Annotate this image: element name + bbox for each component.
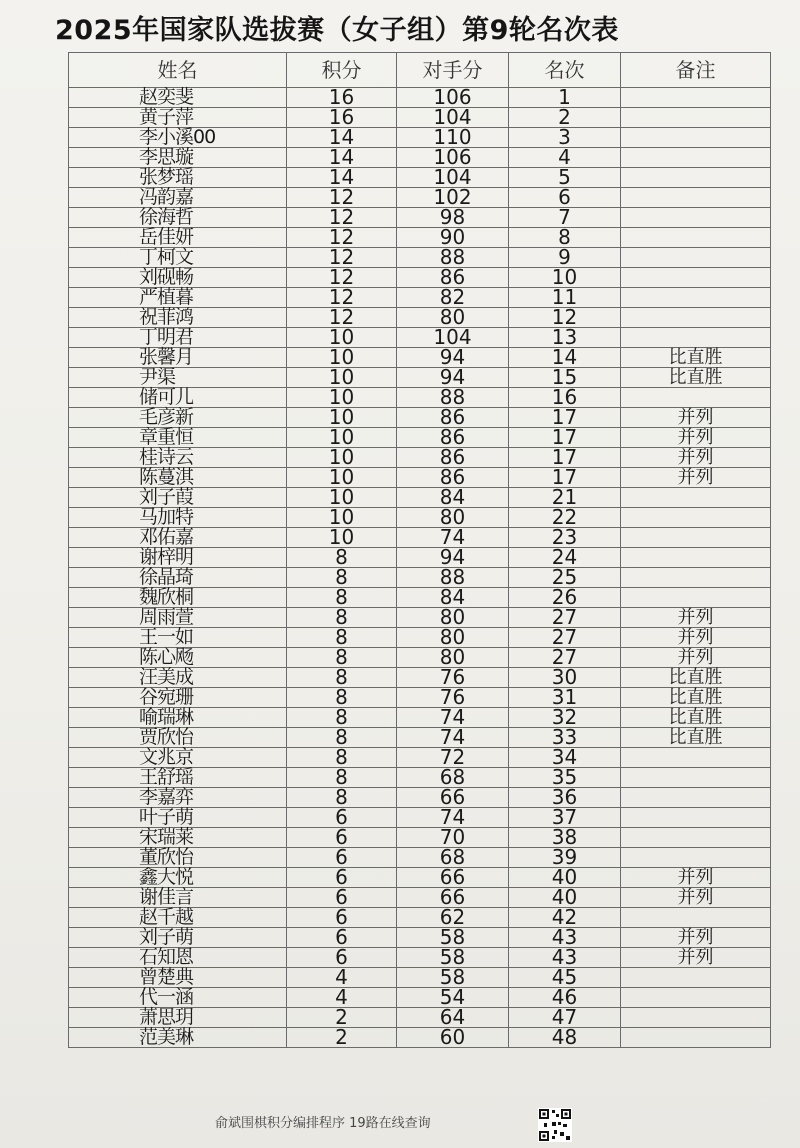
cell-rank: 35 bbox=[509, 768, 621, 788]
cell-name: 代一涵 bbox=[69, 988, 287, 1008]
cell-score: 6 bbox=[287, 908, 397, 928]
table-row bbox=[69, 328, 771, 348]
cell-note bbox=[621, 848, 771, 868]
cell-note bbox=[621, 1008, 771, 1028]
table-row bbox=[69, 528, 771, 548]
table-row bbox=[69, 728, 771, 748]
cell-score: 8 bbox=[287, 588, 397, 608]
cell-note: 并列 bbox=[621, 608, 771, 628]
cell-rank: 8 bbox=[509, 228, 621, 248]
cell-score: 12 bbox=[287, 248, 397, 268]
cell-score: 6 bbox=[287, 828, 397, 848]
cell-score: 4 bbox=[287, 988, 397, 1008]
cell-opponent-score: 58 bbox=[397, 968, 509, 988]
cell-name: 祝菲鸿 bbox=[69, 308, 287, 328]
cell-opponent-score: 64 bbox=[397, 1008, 509, 1028]
cell-score: 12 bbox=[287, 288, 397, 308]
table-row bbox=[69, 688, 771, 708]
cell-name: 严植暮 bbox=[69, 288, 287, 308]
cell-name: 魏欣桐 bbox=[69, 588, 287, 608]
cell-name: 张馨月 bbox=[69, 348, 287, 368]
table-row bbox=[69, 268, 771, 288]
cell-name: 王舒瑶 bbox=[69, 768, 287, 788]
table-row bbox=[69, 608, 771, 628]
cell-name: 赵奕斐 bbox=[69, 88, 287, 108]
cell-note: 比直胜 bbox=[621, 348, 771, 368]
table-row bbox=[69, 888, 771, 908]
cell-rank: 12 bbox=[509, 308, 621, 328]
cell-name: 文兆京 bbox=[69, 748, 287, 768]
cell-score: 10 bbox=[287, 528, 397, 548]
cell-name: 陈心飏 bbox=[69, 648, 287, 668]
cell-rank: 45 bbox=[509, 968, 621, 988]
cell-note bbox=[621, 568, 771, 588]
cell-note bbox=[621, 108, 771, 128]
cell-score: 8 bbox=[287, 608, 397, 628]
cell-name: 谷宛珊 bbox=[69, 688, 287, 708]
cell-score: 2 bbox=[287, 1008, 397, 1028]
cell-rank: 33 bbox=[509, 728, 621, 748]
cell-name: 岳佳妍 bbox=[69, 228, 287, 248]
table-row bbox=[69, 828, 771, 848]
cell-opponent-score: 62 bbox=[397, 908, 509, 928]
cell-rank: 13 bbox=[509, 328, 621, 348]
cell-name: 丁明君 bbox=[69, 328, 287, 348]
table-row bbox=[69, 388, 771, 408]
cell-opponent-score: 80 bbox=[397, 648, 509, 668]
cell-rank: 16 bbox=[509, 388, 621, 408]
table-row bbox=[69, 648, 771, 668]
cell-opponent-score: 88 bbox=[397, 568, 509, 588]
cell-opponent-score: 88 bbox=[397, 388, 509, 408]
cell-name: 赵千越 bbox=[69, 908, 287, 928]
cell-opponent-score: 98 bbox=[397, 208, 509, 228]
table-row bbox=[69, 908, 771, 928]
table-row bbox=[69, 568, 771, 588]
table-row bbox=[69, 168, 771, 188]
cell-opponent-score: 80 bbox=[397, 308, 509, 328]
cell-rank: 7 bbox=[509, 208, 621, 228]
cell-name: 李小溪00 bbox=[69, 128, 287, 148]
cell-rank: 15 bbox=[509, 368, 621, 388]
table-row bbox=[69, 348, 771, 368]
table-row bbox=[69, 948, 771, 968]
footer-text: 俞斌围棋积分编排程序 19路在线查询 bbox=[215, 1116, 431, 1131]
cell-opponent-score: 86 bbox=[397, 408, 509, 428]
cell-note bbox=[621, 988, 771, 1008]
cell-rank: 27 bbox=[509, 628, 621, 648]
cell-score: 10 bbox=[287, 448, 397, 468]
cell-rank: 17 bbox=[509, 408, 621, 428]
cell-rank: 10 bbox=[509, 268, 621, 288]
cell-rank: 3 bbox=[509, 128, 621, 148]
cell-opponent-score: 80 bbox=[397, 508, 509, 528]
table-row bbox=[69, 408, 771, 428]
cell-note: 并列 bbox=[621, 428, 771, 448]
cell-score: 6 bbox=[287, 868, 397, 888]
cell-note bbox=[621, 908, 771, 928]
cell-score: 8 bbox=[287, 668, 397, 688]
cell-opponent-score: 58 bbox=[397, 928, 509, 948]
cell-rank: 39 bbox=[509, 848, 621, 868]
cell-name: 贾欣怡 bbox=[69, 728, 287, 748]
cell-note: 并列 bbox=[621, 408, 771, 428]
cell-score: 14 bbox=[287, 128, 397, 148]
table-row bbox=[69, 708, 771, 728]
cell-opponent-score: 102 bbox=[397, 188, 509, 208]
cell-note bbox=[621, 808, 771, 828]
cell-note: 并列 bbox=[621, 648, 771, 668]
cell-rank: 14 bbox=[509, 348, 621, 368]
ranking-table bbox=[68, 52, 771, 1048]
cell-rank: 5 bbox=[509, 168, 621, 188]
cell-rank: 40 bbox=[509, 888, 621, 908]
cell-score: 8 bbox=[287, 748, 397, 768]
cell-note: 比直胜 bbox=[621, 688, 771, 708]
cell-rank: 25 bbox=[509, 568, 621, 588]
table-row bbox=[69, 188, 771, 208]
table-row bbox=[69, 1008, 771, 1028]
qr-code-icon bbox=[538, 1108, 572, 1142]
cell-opponent-score: 110 bbox=[397, 128, 509, 148]
cell-note bbox=[621, 528, 771, 548]
table-row bbox=[69, 588, 771, 608]
cell-score: 10 bbox=[287, 368, 397, 388]
cell-rank: 27 bbox=[509, 608, 621, 628]
cell-rank: 22 bbox=[509, 508, 621, 528]
cell-name: 李思璇 bbox=[69, 148, 287, 168]
cell-opponent-score: 74 bbox=[397, 728, 509, 748]
cell-score: 16 bbox=[287, 88, 397, 108]
cell-rank: 38 bbox=[509, 828, 621, 848]
cell-note bbox=[621, 188, 771, 208]
cell-name: 桂诗云 bbox=[69, 448, 287, 468]
cell-rank: 46 bbox=[509, 988, 621, 1008]
cell-note bbox=[621, 768, 771, 788]
cell-rank: 17 bbox=[509, 448, 621, 468]
cell-score: 10 bbox=[287, 328, 397, 348]
cell-note bbox=[621, 328, 771, 348]
table-row bbox=[69, 488, 771, 508]
cell-opponent-score: 80 bbox=[397, 628, 509, 648]
cell-name: 周雨萱 bbox=[69, 608, 287, 628]
cell-rank: 11 bbox=[509, 288, 621, 308]
cell-note bbox=[621, 288, 771, 308]
cell-name: 丁柯文 bbox=[69, 248, 287, 268]
cell-rank: 42 bbox=[509, 908, 621, 928]
table-row bbox=[69, 868, 771, 888]
table-header-row bbox=[69, 53, 771, 88]
cell-score: 8 bbox=[287, 568, 397, 588]
page-title: 2025年国家队选拔赛（女子组）第9轮名次表 bbox=[55, 15, 619, 46]
cell-note bbox=[621, 748, 771, 768]
cell-score: 14 bbox=[287, 148, 397, 168]
cell-score: 10 bbox=[287, 348, 397, 368]
cell-score: 8 bbox=[287, 628, 397, 648]
cell-opponent-score: 104 bbox=[397, 168, 509, 188]
cell-score: 12 bbox=[287, 308, 397, 328]
cell-note: 比直胜 bbox=[621, 368, 771, 388]
cell-score: 8 bbox=[287, 788, 397, 808]
cell-score: 6 bbox=[287, 888, 397, 908]
cell-note bbox=[621, 88, 771, 108]
cell-note: 并列 bbox=[621, 868, 771, 888]
cell-score: 10 bbox=[287, 468, 397, 488]
table-row bbox=[69, 508, 771, 528]
table-row bbox=[69, 208, 771, 228]
cell-rank: 47 bbox=[509, 1008, 621, 1028]
cell-note bbox=[621, 228, 771, 248]
cell-score: 10 bbox=[287, 388, 397, 408]
cell-note: 并列 bbox=[621, 448, 771, 468]
table-row bbox=[69, 548, 771, 568]
cell-rank: 31 bbox=[509, 688, 621, 708]
table-row bbox=[69, 248, 771, 268]
cell-rank: 6 bbox=[509, 188, 621, 208]
table-row bbox=[69, 748, 771, 768]
cell-opponent-score: 60 bbox=[397, 1028, 509, 1048]
cell-score: 16 bbox=[287, 108, 397, 128]
cell-rank: 32 bbox=[509, 708, 621, 728]
cell-note bbox=[621, 488, 771, 508]
cell-score: 6 bbox=[287, 948, 397, 968]
cell-name: 宋瑞莱 bbox=[69, 828, 287, 848]
header-rank: 名次 bbox=[509, 53, 621, 88]
table-row bbox=[69, 768, 771, 788]
cell-opponent-score: 58 bbox=[397, 948, 509, 968]
cell-note bbox=[621, 588, 771, 608]
cell-opponent-score: 106 bbox=[397, 148, 509, 168]
table-row bbox=[69, 928, 771, 948]
cell-score: 10 bbox=[287, 508, 397, 528]
cell-name: 徐海哲 bbox=[69, 208, 287, 228]
cell-name: 王一如 bbox=[69, 628, 287, 648]
cell-note: 比直胜 bbox=[621, 708, 771, 728]
cell-name: 鑫大悦 bbox=[69, 868, 287, 888]
table-row bbox=[69, 108, 771, 128]
cell-note bbox=[621, 508, 771, 528]
cell-rank: 30 bbox=[509, 668, 621, 688]
cell-opponent-score: 68 bbox=[397, 848, 509, 868]
cell-opponent-score: 74 bbox=[397, 528, 509, 548]
cell-rank: 43 bbox=[509, 948, 621, 968]
cell-score: 10 bbox=[287, 408, 397, 428]
cell-name: 刘子葭 bbox=[69, 488, 287, 508]
cell-score: 14 bbox=[287, 168, 397, 188]
cell-name: 储可儿 bbox=[69, 388, 287, 408]
cell-note bbox=[621, 548, 771, 568]
cell-name: 谢梓明 bbox=[69, 548, 287, 568]
cell-opponent-score: 84 bbox=[397, 588, 509, 608]
cell-name: 冯韵嘉 bbox=[69, 188, 287, 208]
cell-name: 徐晶琦 bbox=[69, 568, 287, 588]
cell-score: 2 bbox=[287, 1028, 397, 1048]
cell-opponent-score: 86 bbox=[397, 268, 509, 288]
cell-opponent-score: 68 bbox=[397, 768, 509, 788]
cell-name: 黄子萍 bbox=[69, 108, 287, 128]
cell-opponent-score: 94 bbox=[397, 548, 509, 568]
cell-rank: 48 bbox=[509, 1028, 621, 1048]
table-body bbox=[69, 85, 771, 1049]
cell-rank: 4 bbox=[509, 148, 621, 168]
cell-opponent-score: 72 bbox=[397, 748, 509, 768]
cell-note: 并列 bbox=[621, 928, 771, 948]
table-row bbox=[69, 468, 771, 488]
table-row bbox=[69, 968, 771, 988]
cell-rank: 21 bbox=[509, 488, 621, 508]
cell-score: 8 bbox=[287, 548, 397, 568]
cell-rank: 23 bbox=[509, 528, 621, 548]
cell-rank: 26 bbox=[509, 588, 621, 608]
cell-name: 石知恩 bbox=[69, 948, 287, 968]
cell-rank: 9 bbox=[509, 248, 621, 268]
cell-score: 10 bbox=[287, 428, 397, 448]
header-score: 积分 bbox=[287, 53, 397, 88]
cell-score: 12 bbox=[287, 188, 397, 208]
cell-name: 章重恒 bbox=[69, 428, 287, 448]
cell-rank: 36 bbox=[509, 788, 621, 808]
cell-opponent-score: 86 bbox=[397, 468, 509, 488]
cell-name: 李嘉弈 bbox=[69, 788, 287, 808]
cell-opponent-score: 94 bbox=[397, 348, 509, 368]
cell-name: 董欣怡 bbox=[69, 848, 287, 868]
cell-note: 并列 bbox=[621, 468, 771, 488]
table-row bbox=[69, 988, 771, 1008]
table-row bbox=[69, 428, 771, 448]
cell-name: 陈蔓淇 bbox=[69, 468, 287, 488]
cell-opponent-score: 70 bbox=[397, 828, 509, 848]
cell-rank: 24 bbox=[509, 548, 621, 568]
cell-rank: 17 bbox=[509, 468, 621, 488]
table-row bbox=[69, 668, 771, 688]
cell-rank: 27 bbox=[509, 648, 621, 668]
cell-opponent-score: 94 bbox=[397, 368, 509, 388]
cell-opponent-score: 74 bbox=[397, 808, 509, 828]
cell-name: 毛彦新 bbox=[69, 408, 287, 428]
cell-opponent-score: 106 bbox=[397, 88, 509, 108]
cell-opponent-score: 54 bbox=[397, 988, 509, 1008]
table-row bbox=[69, 128, 771, 148]
cell-name: 刘砚畅 bbox=[69, 268, 287, 288]
cell-opponent-score: 104 bbox=[397, 328, 509, 348]
cell-rank: 37 bbox=[509, 808, 621, 828]
header-name: 姓名 bbox=[69, 53, 287, 88]
cell-name: 邓佑嘉 bbox=[69, 528, 287, 548]
cell-score: 8 bbox=[287, 688, 397, 708]
table-row bbox=[69, 368, 771, 388]
table-row bbox=[69, 628, 771, 648]
cell-rank: 2 bbox=[509, 108, 621, 128]
cell-score: 6 bbox=[287, 848, 397, 868]
cell-note: 比直胜 bbox=[621, 728, 771, 748]
table-row bbox=[69, 308, 771, 328]
cell-note bbox=[621, 308, 771, 328]
header-opponent-score: 对手分 bbox=[397, 53, 509, 88]
cell-opponent-score: 84 bbox=[397, 488, 509, 508]
cell-score: 6 bbox=[287, 808, 397, 828]
cell-note bbox=[621, 128, 771, 148]
cell-score: 12 bbox=[287, 268, 397, 288]
cell-note: 并列 bbox=[621, 628, 771, 648]
table-row bbox=[69, 1028, 771, 1048]
cell-score: 8 bbox=[287, 648, 397, 668]
cell-score: 12 bbox=[287, 208, 397, 228]
cell-note bbox=[621, 828, 771, 848]
cell-score: 4 bbox=[287, 968, 397, 988]
table-row bbox=[69, 228, 771, 248]
cell-name: 汪美成 bbox=[69, 668, 287, 688]
cell-note bbox=[621, 388, 771, 408]
cell-note bbox=[621, 148, 771, 168]
table-row bbox=[69, 788, 771, 808]
cell-name: 萧思玥 bbox=[69, 1008, 287, 1028]
cell-note: 并列 bbox=[621, 888, 771, 908]
cell-rank: 40 bbox=[509, 868, 621, 888]
table-row bbox=[69, 88, 771, 108]
cell-rank: 1 bbox=[509, 88, 621, 108]
cell-note bbox=[621, 208, 771, 228]
cell-rank: 34 bbox=[509, 748, 621, 768]
cell-score: 8 bbox=[287, 708, 397, 728]
cell-note bbox=[621, 168, 771, 188]
cell-score: 8 bbox=[287, 768, 397, 788]
header-note: 备注 bbox=[621, 53, 771, 88]
cell-note bbox=[621, 248, 771, 268]
cell-note bbox=[621, 1028, 771, 1048]
cell-rank: 17 bbox=[509, 428, 621, 448]
cell-rank: 43 bbox=[509, 928, 621, 948]
cell-score: 12 bbox=[287, 228, 397, 248]
cell-name: 刘子萌 bbox=[69, 928, 287, 948]
cell-opponent-score: 104 bbox=[397, 108, 509, 128]
cell-opponent-score: 80 bbox=[397, 608, 509, 628]
cell-note: 并列 bbox=[621, 948, 771, 968]
cell-opponent-score: 82 bbox=[397, 288, 509, 308]
cell-opponent-score: 66 bbox=[397, 868, 509, 888]
cell-opponent-score: 76 bbox=[397, 668, 509, 688]
cell-opponent-score: 86 bbox=[397, 428, 509, 448]
cell-note bbox=[621, 788, 771, 808]
cell-opponent-score: 88 bbox=[397, 248, 509, 268]
cell-note: 比直胜 bbox=[621, 668, 771, 688]
cell-name: 张梦瑶 bbox=[69, 168, 287, 188]
cell-note bbox=[621, 268, 771, 288]
table-row bbox=[69, 148, 771, 168]
cell-name: 尹渠 bbox=[69, 368, 287, 388]
cell-opponent-score: 90 bbox=[397, 228, 509, 248]
cell-note bbox=[621, 968, 771, 988]
cell-opponent-score: 86 bbox=[397, 448, 509, 468]
cell-name: 马加特 bbox=[69, 508, 287, 528]
cell-name: 曾楚典 bbox=[69, 968, 287, 988]
cell-score: 6 bbox=[287, 928, 397, 948]
cell-opponent-score: 66 bbox=[397, 788, 509, 808]
table-row bbox=[69, 448, 771, 468]
table-row bbox=[69, 288, 771, 308]
cell-name: 叶子萌 bbox=[69, 808, 287, 828]
table-row bbox=[69, 808, 771, 828]
cell-opponent-score: 74 bbox=[397, 708, 509, 728]
cell-name: 谢佳言 bbox=[69, 888, 287, 908]
cell-score: 10 bbox=[287, 488, 397, 508]
cell-name: 喻瑞琳 bbox=[69, 708, 287, 728]
cell-opponent-score: 66 bbox=[397, 888, 509, 908]
cell-score: 8 bbox=[287, 728, 397, 748]
table-row bbox=[69, 848, 771, 868]
cell-name: 范美琳 bbox=[69, 1028, 287, 1048]
cell-opponent-score: 76 bbox=[397, 688, 509, 708]
